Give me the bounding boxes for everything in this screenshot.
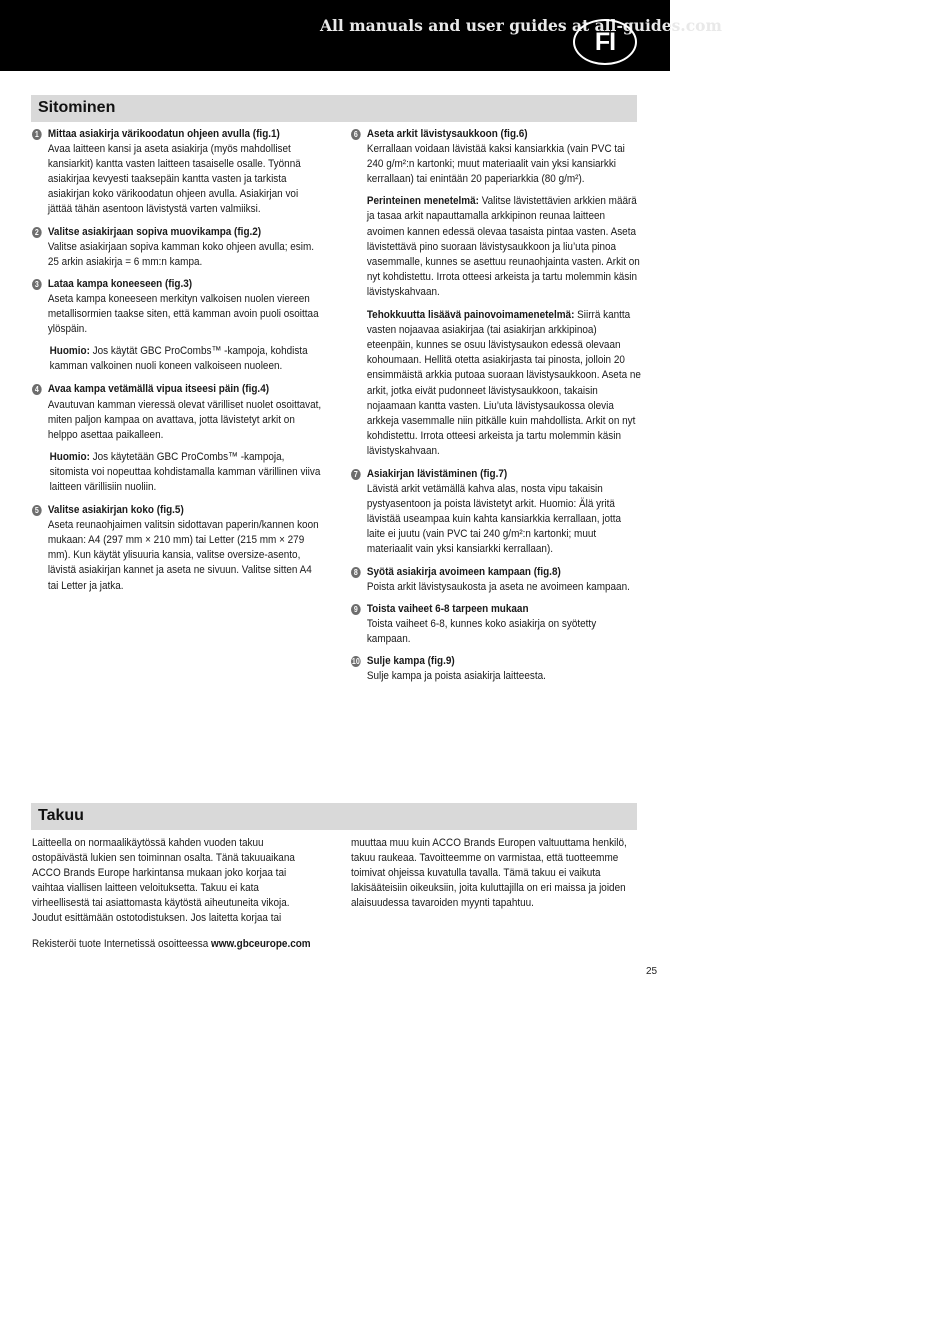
step-number-badge: 8 (351, 567, 361, 578)
right-column (351, 127, 641, 691)
method-gravity (367, 308, 642, 459)
left-column (32, 127, 322, 601)
step-number-badge: 6 (351, 129, 361, 140)
step-7 (351, 467, 641, 558)
step-body: Poista arkit lävistysaukosta ja aseta ne avoimeen kampaan. (366, 580, 630, 593)
step-title: Lataa kampa koneeseen (fig.3) (47, 277, 193, 290)
step-body: Lävistä arkit vetämällä kahva alas, nosta vipu takaisin pystyasentoon ja poista lävistetyt arkit. Huomio: Älä yritä lävistää useampaa kuin kahta kansiarkkia kerrallaan, jotta laite ei juutu (vain PVC tai 240 g/m²:n kartonki; muut materiaalit vain yksi kansiarkki kerrallaan). (366, 483, 622, 556)
step-6 (351, 127, 641, 187)
step-number-badge: 1 (32, 129, 42, 140)
header-banner (0, 0, 722, 71)
step-number-badge: 2 (32, 227, 42, 238)
page-number: 25 (646, 966, 658, 977)
section-header-binding (31, 95, 637, 122)
method-text: Siirrä kantta vasten nojaavaa asiakirjaa (tai asiakirjan arkkipinoa) eteenpäin, kunnes se osuu lävistysaukon edessä olevaan kohoumaan. Hellitä otetta asiakirjasta tai pinosta, jolloin 20 ensimmäistä arkkia putoaa suoraan lävistysaukkoon. Aseta ne arkit, jotka eivät pudonneet lävistysaukkoon, takaisin nojaamaan kantta vasten. Liu’uta lävistysaukossa olevia arkkeja vasemmalle niin pitkälle kuin mahdollista. Arkit on nyt kohdistettu. Irrota otteesi arkeista ja tartu molemmin käsin lävistyskahvaan. (366, 309, 641, 457)
note-text: Jos käytetään GBC ProCombs™ -kampoja, sitomista voi nopeuttaa kohdistamalla kamman värillinen viiva laitteen värillisiin nuoliin. (49, 450, 321, 493)
step-body: Avaa laitteen kansi ja aseta asiakirja (myös mahdolliset kansiarkit) kantta vasten laitteen tasaiselle osalle. Työnnä asiakirjaa kevyesti taaksepäin kantta vasten ja tarkista asiakirjan koko värikoodatun ohjeen avulla. Asiakirjan voi jättää tähän asentoon lävistystä varten valmiiksi. (47, 143, 301, 216)
step-5 (32, 503, 322, 594)
step-4 (32, 382, 322, 442)
step-9 (351, 602, 641, 647)
step-number-badge: 7 (351, 469, 361, 480)
step-number-badge: 3 (32, 279, 42, 290)
step-number-badge: 4 (32, 384, 42, 395)
step-3 (32, 277, 322, 337)
section-title: Sitominen (38, 99, 116, 116)
step-title: Valitse asiakirjaan sopiva muovikampa (fig.2) (47, 225, 262, 238)
step-body: Toista vaiheet 6-8, kunnes koko asiakirja on syötetty kampaan. (366, 617, 597, 645)
note-text: Jos käytät GBC ProCombs™ -kampoja, kohdista kamman valkoinen nuoli koneen valkoiseen nuoleen. (49, 345, 308, 373)
method-traditional (367, 194, 642, 300)
section-header-warranty (31, 803, 637, 830)
step-title: Toista vaiheet 6-8 tarpeen mukaan (366, 602, 529, 615)
register-line (32, 937, 311, 952)
section-title: Takuu (38, 807, 84, 824)
note-label: Huomio: (49, 345, 90, 358)
step-number-badge: 5 (32, 505, 42, 516)
method-text: Valitse lävistettävien arkkien määrä ja tasaa arkit napauttamalla arkkipinon reunaa laitteen avoimen kannen edessä olevaa tasaista pintaa vasten. Aseta lävistettävä pino suoraan lävistysaukkoon ja liu’uta pinoa vasemmalle, kunnes se asettuu reunaohjainta vasten. Arkit on nyt kohdistettu. Irrota otteesi arkeista ja tartu molemmin käsin lävistyskahvaan. (366, 195, 640, 298)
step-title: Aseta arkit lävistysaukkoon (fig.6) (366, 128, 528, 140)
step-body: Kerrallaan voidaan lävistää kaksi kansiarkkia (vain PVC tai 240 g/m²:n kartonki; muut materiaalit vain yksi kansiarkki kerrallaan) tai enintään 20 paperiarkkia (80 g/m²). (366, 143, 625, 186)
step-10 (351, 654, 641, 684)
register-text: Rekisteröi tuote Internetissä osoitteessa (32, 938, 212, 950)
language-badge: FI (573, 19, 637, 65)
step-body: Aseta kampa koneeseen merkityn valkoisen nuolen viereen metallisormien taakse siten, että kamman avoin puoli osoittaa ylöspäin. (47, 292, 319, 336)
step-1 (32, 127, 322, 218)
step-body: Avautuvan kamman vieressä olevat värilliset nuolet osoittavat, miten paljon kampaa on avattava, jotta lävistetyt arkit on helppo asettaa paikalleen. (47, 398, 322, 441)
note-procombs-arrow (50, 344, 323, 374)
warranty-right-text: muuttaa muu kuin ACCO Brands Europen valtuuttama henkilö, takuu raukeaa. Tavoitteemme on varmistaa, että tuotteemme toimivat ohjeissa kuvatulla tavalla. Tämä takuu ei vaikuta lakisääteisiin oikeuksiin, joita kuluttajilla on eri maissa ja joiden alaisuudessa tavaroiden myynti tapahtuu. (351, 837, 627, 910)
note-procombs-line (50, 450, 323, 495)
step-title: Avaa kampa vetämällä vipua itseesi päin (fig.4) (47, 383, 270, 396)
step-number-badge: 9 (351, 604, 361, 615)
register-link[interactable]: www.gbceurope.com (211, 938, 311, 950)
method-label: Perinteinen menetelmä: (366, 195, 479, 208)
step-title: Asiakirjan lävistäminen (fig.7) (366, 467, 508, 480)
step-body: Valitse asiakirjaan sopiva kamman koko ohjeen avulla; esim. 25 arkin asiakirja = 6 mm:n kampa. (47, 240, 314, 268)
step-title: Syötä asiakirja avoimeen kampaan (fig.8) (366, 565, 561, 578)
warranty-left-text: Laitteella on normaalikäytössä kahden vuoden takuu ostopäivästä lukien sen toiminnan osalta. Tänä takuuaikana ACCO Brands Europe harkintansa mukaan joko korjaa tai vaihtaa viallisen laitteen veloituksetta. Takuu ei kata virheellisestä tai asiattomasta käytöstä aiheutuneita vikoja. Joudut esittämään ostotodistuksen. Jos laitetta korjaa tai (32, 837, 295, 925)
step-body: Sulje kampa ja poista asiakirja laitteesta. (366, 670, 546, 683)
step-8 (351, 565, 641, 595)
step-title: Valitse asiakirjan koko (fig.5) (47, 504, 184, 517)
banner-text[interactable]: All manuals and user guides at all-guides.com (320, 16, 722, 35)
step-title: Sulje kampa (fig.9) (366, 655, 455, 667)
step-title: Mittaa asiakirja värikoodatun ohjeen avulla (fig.1) (47, 128, 280, 140)
step-number-badge: 10 (351, 657, 360, 666)
step-body: Aseta reunaohjaimen valitsin sidottavan paperin/kannen koon mukaan: A4 (297 mm × 210 mm) tai Letter (215 mm × 279 mm). Kun käytät ylisuuria kansia, valitse oversize-asento, lävistä asiakirjan kannet ja aseta ne sivuun. Valitse sitten A4 tai Letter ja jatka. (47, 519, 319, 592)
step-2 (32, 225, 322, 270)
note-label: Huomio: (49, 450, 90, 463)
method-label: Tehokkuutta lisäävä painovoimamenetelmä: (366, 309, 575, 322)
